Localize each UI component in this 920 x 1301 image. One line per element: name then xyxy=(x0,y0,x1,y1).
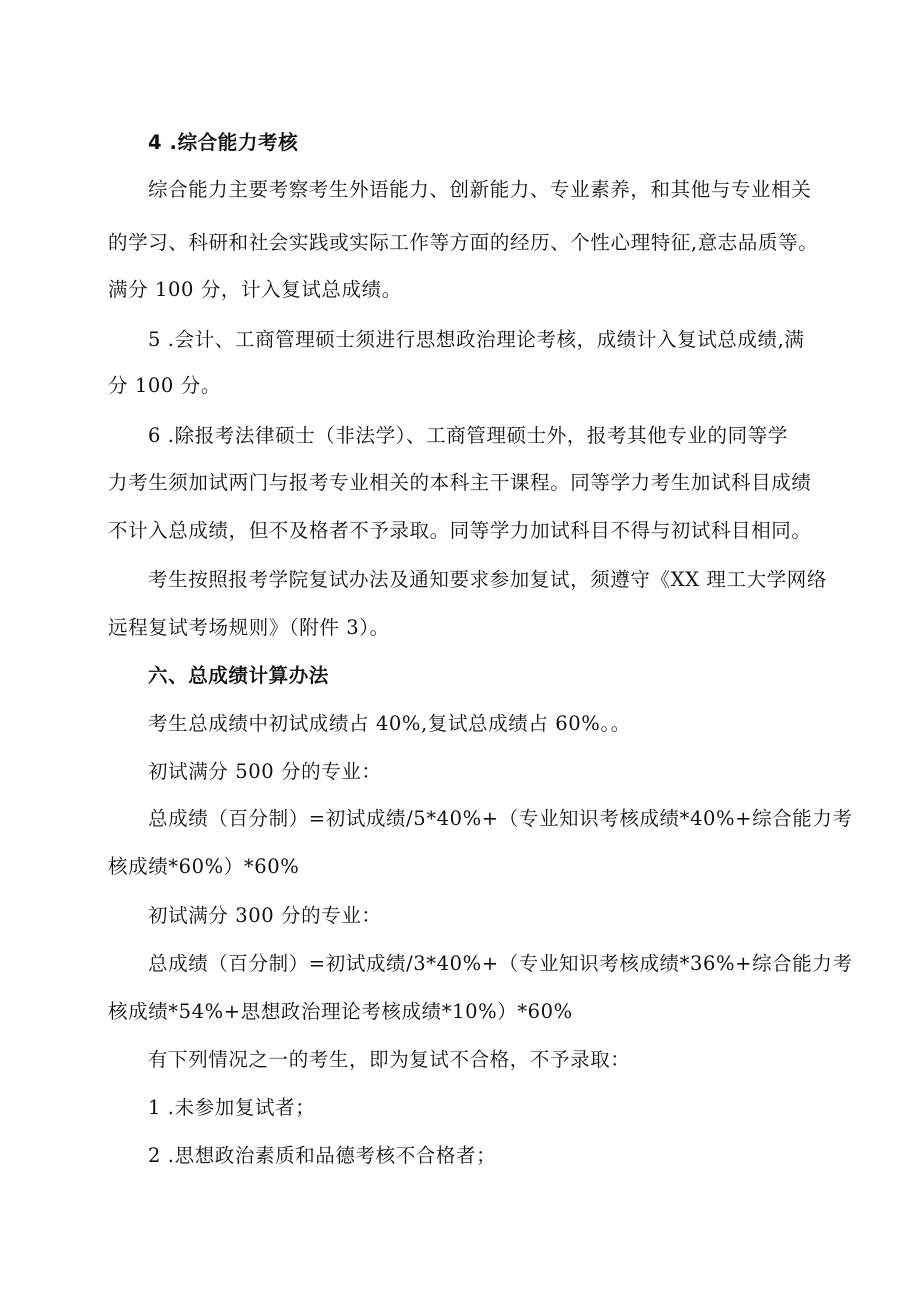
paragraph-line: 6 .除报考法律硕士（非法学）、工商管理硕士外，报考其他专业的同等学 xyxy=(148,424,788,447)
paragraph-line: 综合能力主要考察考生外语能力、创新能力、专业素养，和其他与专业相关 xyxy=(148,178,812,201)
paragraph-line: 考生总成绩中初试成绩占 40%,复试总成绩占 60%。。 xyxy=(148,712,631,735)
formula-line: 总成绩（百分制）=初试成绩/5*40%+（专业知识考核成绩*40%+综合能力考 xyxy=(148,807,853,830)
paragraph-line: 的学习、科研和社会实践或实际工作等方面的经历、个性心理特征,意志品质等。 xyxy=(108,231,819,254)
list-item: 1 .未参加复试者； xyxy=(148,1096,316,1119)
section-heading-comprehensive-ability: 4 .综合能力考核 xyxy=(148,131,299,154)
paragraph-line: 满分 100 分，计入复试总成绩。 xyxy=(108,278,402,301)
formula-line: 核成绩*60%）*60% xyxy=(108,855,300,878)
list-item: 2 .思想政治素质和品德考核不合格者； xyxy=(148,1144,497,1167)
paragraph-line: 分 100 分。 xyxy=(108,374,221,397)
formula-line: 核成绩*54%+思想政治理论考核成绩*10%）*60% xyxy=(108,1000,573,1023)
paragraph-line: 初试满分 300 分的专业： xyxy=(148,904,382,927)
paragraph-line: 5 .会计、工商管理硕士须进行思想政治理论考核，成绩计入复试总成绩,满 xyxy=(148,328,805,351)
paragraph-line: 有下列情况之一的考生，即为复试不合格，不予录取： xyxy=(148,1048,631,1071)
paragraph-line: 考生按照报考学院复试办法及通知要求参加复试，须遵守《XX 理工大学网络 xyxy=(148,568,827,591)
paragraph-line: 初试满分 500 分的专业： xyxy=(148,760,382,783)
paragraph-line: 远程复试考场规则》（附件 3）。 xyxy=(108,616,390,639)
paragraph-line: 力考生须加试两门与报考专业相关的本科主干课程。同等学力考生加试科目成绩 xyxy=(108,471,812,494)
paragraph-line: 不计入总成绩，但不及格者不予录取。同等学力加试科目不得与初试科目相同。 xyxy=(108,519,812,542)
formula-line: 总成绩（百分制）=初试成绩/3*40%+（专业知识考核成绩*36%+综合能力考 xyxy=(148,952,853,975)
section-heading-total-score: 六、总成绩计算办法 xyxy=(148,664,329,687)
